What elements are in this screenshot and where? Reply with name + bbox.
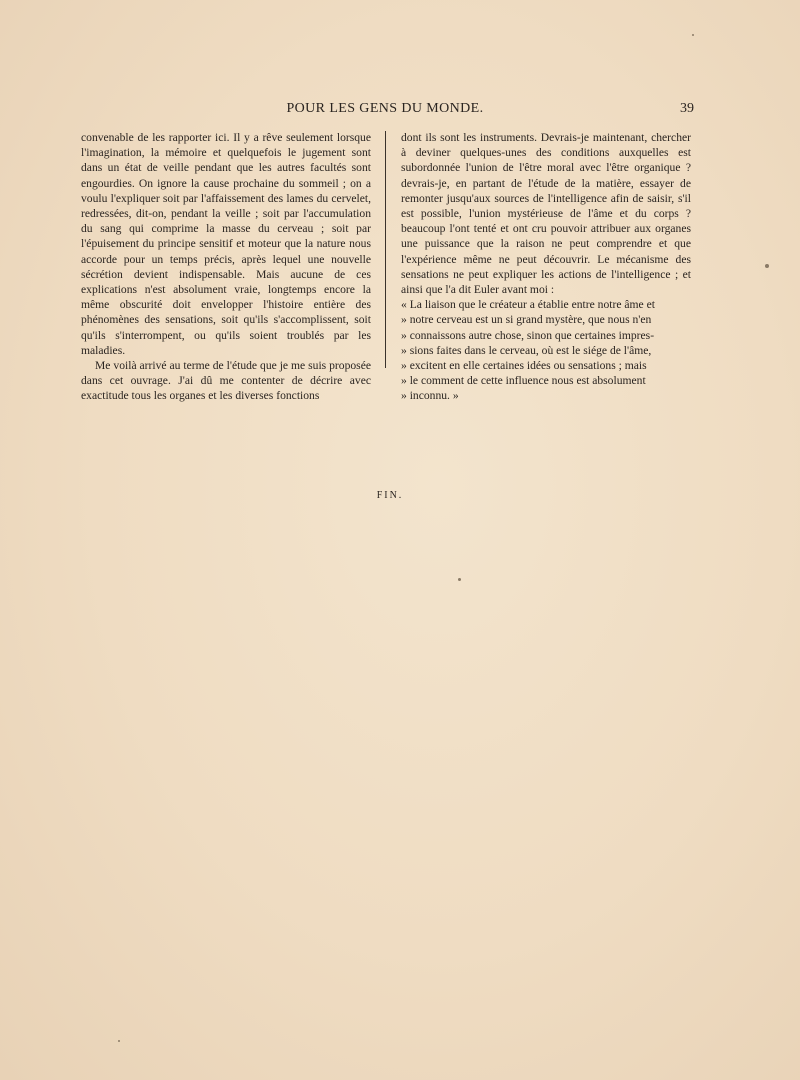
left-paragraph-2: Me voilà arrivé au terme de l'étude que je me suis proposée dans cet ouvrage. J'ai dû me contenter de décrire avec exactitude tous les organes et les diverses fonctions (81, 359, 371, 403)
paper-speck (692, 34, 694, 36)
fin-mark: FIN. (376, 490, 404, 501)
quote-line: » notre cerveau est un si grand mystère, que nous n'en (401, 313, 652, 327)
left-column (81, 130, 371, 404)
quote-line: » excitent en elle certaines idées ou sensations ; mais (401, 359, 647, 373)
right-paragraph-1: dont ils sont les instruments. Devrais-je maintenant, chercher à deviner quelques-unes des conditions auxquelles est subordonnée l'union de l'être moral avec l'être organique ? devrais-je, en partant de l'étude de la matière, essayer de remonter jusqu'aux sources de l'intelligence afin de saisir, s'il est possible, l'union mystérieuse de l'âme et du corps ? beaucoup l'ont tenté et ont cru pouvoir attribuer aux organes une puissance que la raison ne peut comprendre et que l'expérience même ne peut découvrir. Le mécanisme des sensations ne peut expliquer les actions de l'intelligence ; et ainsi que l'a dit Euler avant moi : (401, 131, 691, 297)
paper-speck (118, 1040, 120, 1042)
running-header: POUR LES GENS DU MONDE. (286, 101, 484, 116)
page-number: 39 (680, 101, 694, 116)
quote-line: » inconnu. » (401, 389, 459, 403)
quote-line: » le comment de cette influence nous est absolument (401, 374, 646, 388)
column-divider (385, 131, 386, 368)
quote-line: » sions faites dans le cerveau, où est le siége de l'âme, (401, 343, 652, 357)
quote-line: » connaissons autre chose, sinon que certaines impres- (401, 328, 655, 342)
paper-speck (458, 578, 461, 581)
paper-speck (765, 264, 769, 268)
quote-line: « La liaison que le créateur a établie entre notre âme et (401, 298, 655, 312)
quote-block (401, 297, 691, 403)
right-column (401, 130, 691, 404)
left-paragraph-1: convenable de les rapporter ici. Il y a rêve seulement lorsque l'imagination, la mémoire et quelquefois le jugement sont dans un état de veille pendant que les autres facultés sont engourdies. On ignore la cause prochaine du sommeil ; on a voulu l'expliquer soit par l'affaissement des lames du cervelet, redressées, dit-on, pendant la veille ; soit par l'accumulation du sang qui comprime la masse du cerveau ; soit par l'épuisement du principe sensitif et moteur que la nature nous accorde pour un temps précis, après lequel une nouvelle sécrétion devient indispensable. Mais aucune de ces explications n'est absolument vraie, longtemps encore la même obscurité doit envelopper l'histoire entière des phénomènes des sensations, soit qu'ils s'accomplissent, soit qu'ils s'interrompent, ou qu'ils soient troublés par les maladies. (81, 131, 371, 357)
